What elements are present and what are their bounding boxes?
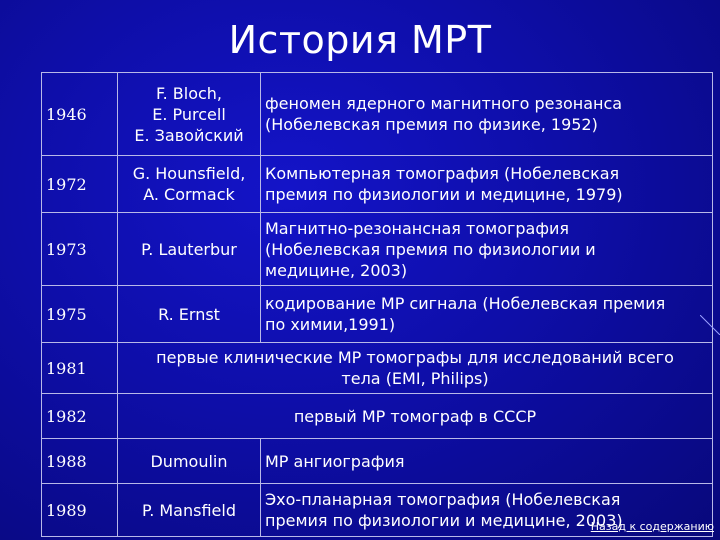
discovery-text: медицине, 2003) (265, 260, 408, 280)
table-row (42, 439, 713, 484)
discovery-text: по химии,1991) (265, 315, 396, 334)
discovery-cell (261, 73, 713, 156)
year-cell: 1981 (42, 343, 118, 394)
back-to-contents-link[interactable]: Назад к содержанию (590, 520, 714, 533)
discovery-cell (261, 439, 713, 484)
discovery-text: Компьютерная томография (Нобелевская (265, 164, 620, 183)
discovery-text: МР ангиография (265, 451, 405, 471)
scientist-name: P. Mansfield (142, 500, 236, 520)
page-title: История МРТ (228, 18, 492, 62)
table-row (42, 156, 713, 213)
table-row (42, 286, 713, 343)
discovery-text: первые клинические МР томографы для исследований всего (156, 348, 674, 367)
scientist-cell (118, 156, 261, 213)
scientist-name: Dumoulin (150, 451, 228, 471)
discovery-text: кодирование МР сигнала (Нобелевская премия (265, 294, 666, 313)
discovery-cell (118, 343, 713, 394)
table-row (42, 73, 713, 156)
scientist-cell (118, 73, 261, 156)
scientist-name: Е. Завойский (134, 125, 244, 145)
decorative-line (700, 315, 720, 335)
discovery-cell (118, 394, 713, 439)
year-cell: 1973 (42, 213, 118, 286)
scientist-name: F. Bloch, (155, 83, 223, 103)
discovery-text: (Нобелевская премия по физике, 1952) (265, 115, 598, 134)
scientist-cell (118, 484, 261, 537)
year-cell: 1989 (42, 484, 118, 537)
scientist-name: G. Hounsfield, (132, 164, 246, 183)
table-row (42, 394, 713, 439)
year-cell: 1946 (42, 73, 118, 156)
history-table (41, 72, 713, 537)
scientist-name: P. Lauterbur (141, 239, 237, 259)
scientist-name: E. Purcell (152, 104, 226, 124)
discovery-cell (261, 286, 713, 343)
discovery-text: Магнитно-резонансная томография (265, 218, 570, 238)
scientist-cell (118, 213, 261, 286)
discovery-text: премия по физиологии и медицине, 1979) (265, 185, 623, 204)
scientist-cell (118, 439, 261, 484)
discovery-text: (Нобелевская премия по физиологии и (265, 239, 596, 259)
discovery-text: первый МР томограф в СССР (293, 406, 537, 426)
table-row (42, 343, 713, 394)
discovery-cell (261, 213, 713, 286)
scientist-name: A. Cormack (143, 185, 235, 204)
table-row (42, 213, 713, 286)
scientist-name: R. Ernst (158, 304, 220, 324)
discovery-text: премия по физиологии и медицине, 2003) (265, 511, 623, 530)
discovery-text: феномен ядерного магнитного резонанса (265, 94, 623, 113)
year-cell: 1988 (42, 439, 118, 484)
year-cell: 1972 (42, 156, 118, 213)
year-cell: 1982 (42, 394, 118, 439)
year-cell: 1975 (42, 286, 118, 343)
scientist-cell (118, 286, 261, 343)
discovery-text: тела (EMI, Philips) (341, 369, 489, 388)
discovery-text: Эхо-планарная томография (Нобелевская (265, 490, 621, 509)
discovery-cell (261, 156, 713, 213)
